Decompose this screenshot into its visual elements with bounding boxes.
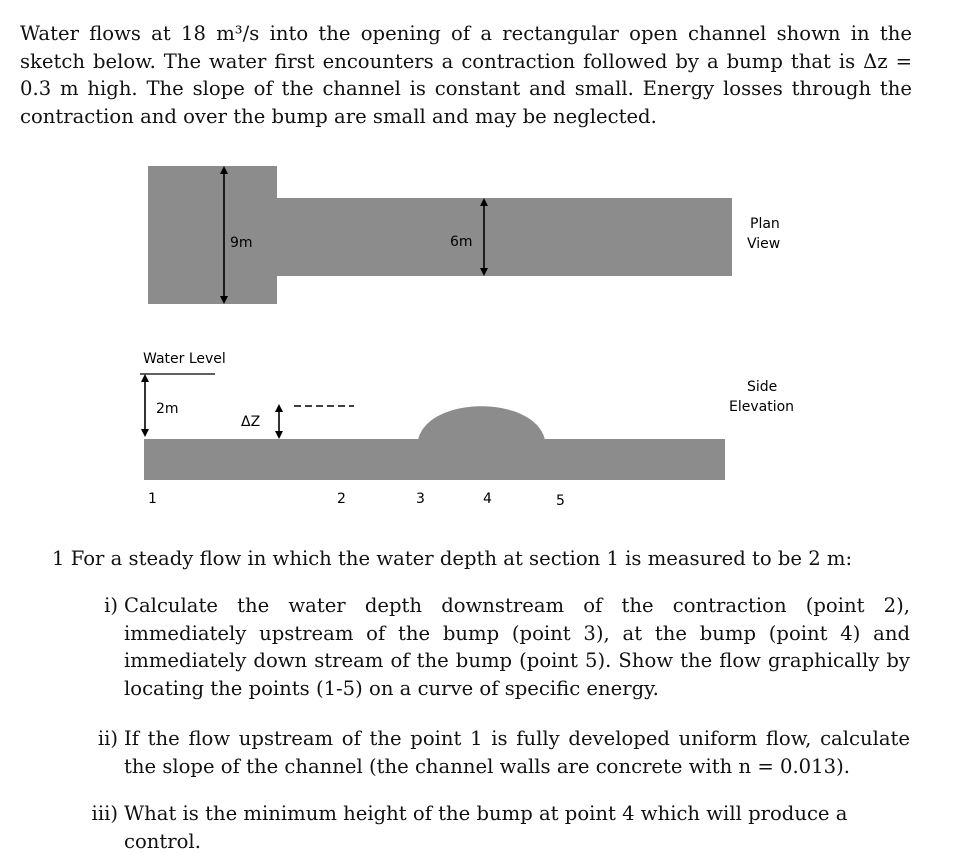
depth-label: 2m <box>156 401 179 417</box>
point-label-1: 1 <box>148 491 157 507</box>
channel-bed <box>144 439 725 480</box>
question-1-number: 1 <box>52 547 65 570</box>
side-elevation <box>140 351 794 509</box>
point-label-2: 2 <box>337 491 346 507</box>
plan-view <box>148 166 780 304</box>
wide-section-label: 9m <box>230 235 253 251</box>
problem-intro: Water flows at 18 m³/s into the opening of a rectangular open channel shown in the sketch below. The water first encounters a contraction followed by a bump that is Δz = 0.3 m high. The slope of the channel is constant and small. Energy losses through the contraction and over the bump are small and may be neglected. <box>20 22 912 128</box>
side-elevation-label-line1: Side <box>747 379 778 395</box>
point-label-5: 5 <box>556 493 565 509</box>
item-i-text: Calculate the water depth downstream of the contraction (point 2), immediately upstream of the bump (point 3), at the bump (point 4) and immediately down stream of the bump (point 5). Show the flow graphically by locating the points (1-5) on a curve of specific energy. <box>124 594 910 700</box>
item-i-number: i) <box>104 594 118 617</box>
point-label-4: 4 <box>483 491 492 507</box>
water-level-label: Water Level <box>143 351 226 367</box>
bump-height-label: ΔZ <box>241 414 261 430</box>
plan-view-label-line1: Plan <box>750 216 780 232</box>
item-ii-number: ii) <box>97 727 118 750</box>
question-1 <box>52 545 912 573</box>
item-iii-text: What is the minimum height of the bump at point 4 which will produce a control. <box>124 802 848 853</box>
point-label-3: 3 <box>416 491 425 507</box>
item-ii-text: If the flow upstream of the point 1 is fully developed uniform flow, calculate the slope of the channel (the channel walls are concrete with n = 0.013). <box>124 727 910 778</box>
plan-wide-section <box>148 166 277 304</box>
channel-bump <box>418 406 545 440</box>
item-iii-number: iii) <box>91 802 118 825</box>
narrow-section-label: 6m <box>450 234 473 250</box>
side-elevation-label-line2: Elevation <box>729 399 795 415</box>
question-1-text: For a steady flow in which the water depth at section 1 is measured to be 2 m: <box>70 547 853 570</box>
plan-narrow-section <box>277 198 732 276</box>
plan-view-label-line2: View <box>747 236 781 252</box>
